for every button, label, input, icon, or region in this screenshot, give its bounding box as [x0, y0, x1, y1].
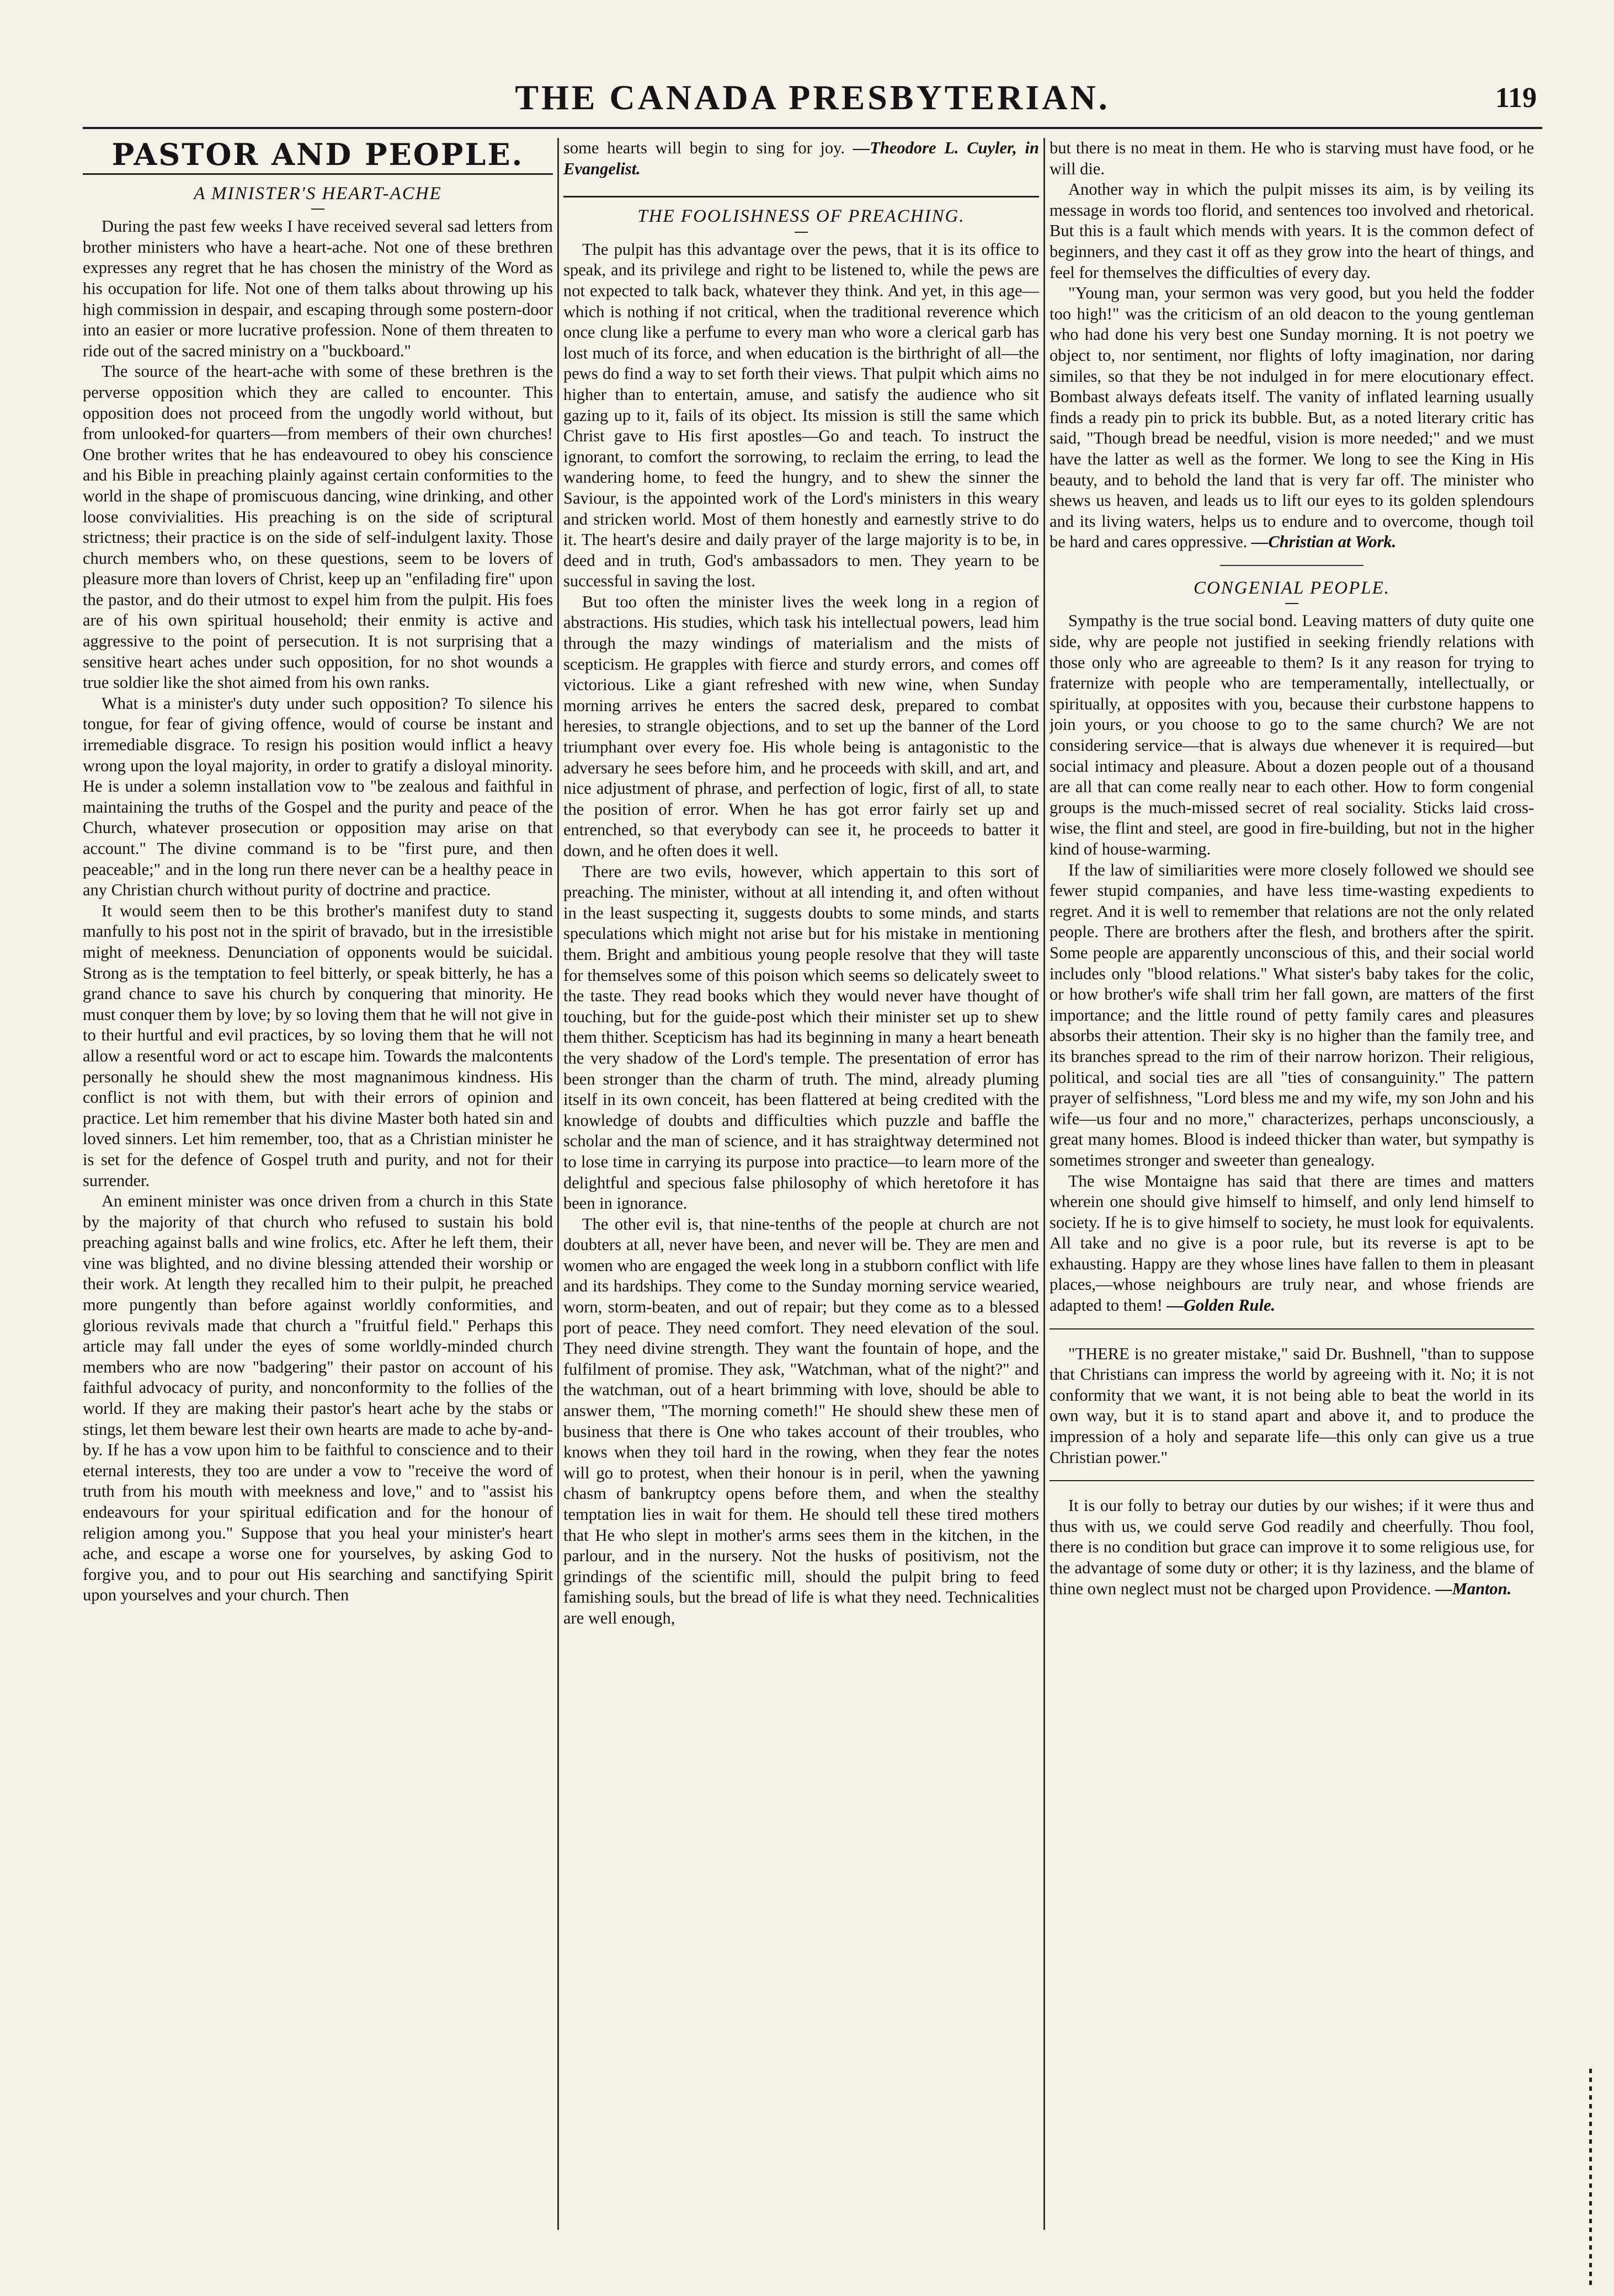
article-credit: —Manton.: [1435, 1579, 1512, 1598]
paragraph: The other evil is, that nine-tenths of the people at church are not doubters at all, never have been, and never will be. They are men and women who are engaged the week long in a stubborn conflict with life and its hardships. They come to the Sunday morning service wearied, worn, storm-beaten, and out of repair; but they come as to a blessed port of peace. They need comfort. They need elevation of the soul. They need divine strength. They want the fountain of hope, and the fulfilment of promise. They ask, "Watchman, what of the night?" and the watchman, out of a heart brimming with love, should be able to answer them, "The morning cometh!" He should shew these men of business that there is One who takes account of their troubles, who knows when they toil hard in the rowing, when they fear the notes will go to protest, when their honour is in peril, when the yawning chasm of bankruptcy opens before them, and when the stealthy temptation lies in wait for them. He should tell these tired mothers that He who slept in mother's arms sees them in the kitchen, in the parlour, and in the nursery. Not the husks of positivism, not the grindings of the scientific mill, should the pulpit bring to feed famishing souls, but the bread of life is what they need. Technicalities are well enough,: [563, 1214, 1039, 1627]
paragraph: The pulpit has this advantage over the pews, that it is its office to speak, and its privilege and right to be listened to, while the pews are not expected to talk back, whatever they think. And yet, in this age—which is nothing if not critical, when the traditional reverence which once clung like a perfume to every man who wore a clerical garb has lost much of its force, and when education is the birthright of all—the pews do find a way to set forth their views. That pulpit which aims no higher than to entertain, amuse, and satisfy the audience who sit gazing up to it, fails of its object. Its mission is still the same which Christ gave to His first apostles—Go and teach. To instruct the ignorant, to comfort the sorrowing, to reclaim the erring, to lead the wandering home, to feed the hungry, and to shew the sinner the Saviour, is the appointed work of the Lord's ministers in this weary and stricken world. Most of them honestly and earnestly strive to do it. The heart's desire and daily prayer of the large majority is to be, in deed and in truth, God's ambassadors to men. They yearn to be successful in saving the lost.: [563, 239, 1039, 591]
article-title: CONGENIAL PEOPLE.: [1193, 578, 1391, 598]
paragraph: [1050, 283, 1534, 553]
article-credit: —Theodore L. Cuyler, in Evangelist.: [563, 138, 1039, 178]
article-rule: [563, 196, 1039, 197]
article-title: THE FOOLISHNESS OF PREACHING.: [637, 206, 965, 227]
paragraph: But too often the minister lives the week long in a region of abstractions. His studies, which task his intellectual powers, lead him through the mazy windings of materialism and the mists of scepticism. He grapples with fierce and sturdy errors, and comes off victorious. Like a giant refreshed with new wine, when Sunday morning arrives he enters the sacred desk, prepared to combat heresies, to strangle objections, and to set up the banner of the Lord triumphant over every foe. His whole being is antagonistic to the adversary he sees before him, and he proceeds with skill, and art, and nice adjustment of phrase, and perfection of logic, first of all, to state the position of error. When he has got error fairly set up and entrenched, so that everybody can see it, he proceeds to batter it down, and he often does it well.: [563, 592, 1039, 860]
page-edge-marks: [1589, 2069, 1592, 2289]
continued-paragraph: [563, 138, 1039, 179]
column-2: [563, 138, 1039, 2235]
paragraph-end: some hearts will begin to sing for joy.: [563, 138, 845, 157]
paragraph: [1050, 1171, 1534, 1316]
article-credit: —Christian at Work.: [1251, 532, 1397, 552]
title-dash: [1285, 603, 1298, 604]
paragraph: [1050, 1496, 1534, 1599]
masthead: [83, 66, 1542, 129]
title-dash: [311, 209, 324, 210]
paragraph-text: It is our folly to betray our duties by our wishes; if it were thus and thus with us, we could serve God readily and cheerfully. Thou fool, there is no condition but grace can improve it to some religious use, for the advantage of some duty or other; it is thy laziness, and the blame of thine own neglect must not be charged upon Providence.: [1050, 1496, 1534, 1598]
quote-paragraph: "THERE is no greater mistake," said Dr. Bushnell, "than to suppose that Christians can impress the world by agreeing with it. No; it is not conformity that we want, it is not being able to beat the world in its own way, but it is to stand apart and above it, and to produce the impression of a holy and separate life—this only can give us a true Christian power.": [1050, 1344, 1534, 1467]
page-number: 119: [1495, 82, 1537, 114]
column-rule: [1043, 138, 1045, 2230]
paragraph: Sympathy is the true social bond. Leaving matters of duty quite one side, why are people not justified in seeking friendly relations with those only who are agreeable to them? Is it any reason for trying to fraternize with people who are temperamentally, intellectually, or spiritually, at opposites with you, because their curbstone happens to join yours, or you choose to go to the same church? We are not considering service—that is always due whenever it is required—but social intimacy and pleasure. About a dozen people out of a thousand are all that can come really near to each other. How to form congenial groups is the much-missed secret of real sociality. Sticks laid cross-wise, the flint and steel, are good in fire-building, but not in the higher kind of house-warming.: [1050, 611, 1534, 858]
paragraph-text: The wise Montaigne has said that there are times and matters wherein one should give himself to himself, and only lend himself to society. If he is to give himself to society, he must look for equivalents. All take and no give is a poor rule, but its reverse is apt to be exhausting. Happy are they whose lines have fallen to them in pleasant places,—whose neighbours are truly near, and whose friends are adapted to them!: [1050, 1171, 1534, 1315]
article-rule: [1050, 1328, 1534, 1329]
paragraph: During the past few weeks I have received several sad letters from brother ministers who have a heart-ache. Not one of these brethren expresses any regret that he has chosen the ministry of the Word as his occupation for life. Not one of them talks about throwing up his high commission in despair, and escaping through some postern-door into an easier or more lucrative profession. None of them threaten to ride out of the sacred ministry on a "buckboard.": [83, 217, 553, 360]
column-3: [1050, 138, 1534, 2235]
article-title: A MINISTER'S HEART-ACHE: [194, 183, 442, 204]
paragraph-text: "Young man, your sermon was very good, but you held the fodder too high!" was the criticism of an old deacon to the young gentleman who had done his very best one Sunday morning. It is not poetry we object to, nor sentiment, nor flights of lofty imagination, nor daring similes, so that they be not indulged in for mere elocutionary effect. Bombast always defeats itself. The vanity of inflated learning usually finds a ready pin to prick its bubble. But, as a noted literary critic has said, "Though bread be needful, vision is more needed;" and we must have the latter as well as the former. We long to see the King in His beauty, and to behold the land that is very far off. The minister who shews us heaven, and leads us to lift our eyes to its golden splendours and its living waters, helps us to endure and to overcome, though toil be hard and cares oppressive.: [1050, 284, 1534, 552]
column-rule: [557, 138, 559, 2230]
article-credit: —Golden Rule.: [1166, 1296, 1276, 1315]
paragraph: An eminent minister was once driven from a church in this State by the majority of that church who refused to sustain his bold preaching against balls and wine frolics, etc. After he left them, their vine was blighted, and no divine blessing attended their worship or their work. At length they recalled him to their pulpit, he preached more pungently than before against worldly conformities, and glorious revivals made that church a "fruitful field." Perhaps this article may fall under the eyes of some worldly-minded church members who are now "badgering" their pastor on account of his faithful advocacy of purity, and nonconformity to the follies of the world. If they are making their pastor's heart ache by the stabs or stings, let them beware lest their own hearts are made to ache by-and-by. If he has a vow upon him to be faithful to conscience and to their eternal interests, they too are under a vow to "receive the word of truth from his mouth with meekness and love," and to "assist his endeavours for your spiritual edification and for the honour of religion among you." Suppose that you heal your minister's heart ache, and escape a worse one for yourselves, by asking God to forgive you, and to pour out His searching and sanctifying Spirit upon yourselves and your church. Then: [83, 1192, 553, 1605]
paragraph: It would seem then to be this brother's manifest duty to stand manfully to his post not in the spirit of bravado, but in the irresistible might of meekness. Denunciation of opponents would be suicidal. Strong as is the temptation to feel bitterly, or speak bitterly, he has a grand chance to save his church by conquering that minority. He must conquer them by love; by so loving them that he will not give in to their hurtful and evil practices, by so loving them that he will not allow a resentful word or act to escape him. Towards the malcontents personally he should shew the most magnanimous kindness. His conflict is not with them, but with their errors of opinion and practice. Let him remember that his divine Master both hated sin and loved sinners. Let him remember, too, that as a Christian minister he is set for the defence of Gospel truth and purity, and not for their surrender.: [83, 901, 553, 1190]
paragraph: If the law of similiarities were more closely followed we should see fewer stupid companies, and have less time-wasting expedients to regret. And it is well to remember that relations are not the only related people. There are brothers after the flesh, and brothers after the spirit. Some people are apparently unconscious of this, and their social world includes only "blood relations." What sister's baby takes for the colic, or how brother's wife shall trim her fall gown, are matters of the first importance; and the little round of petty family cares and pleasures absorbs their attention. Their sky is no higher than the family tree, and its branches spread to the rim of their narrow horizon. Their religious, political, and social ties are all "ties of consanguinity." The pattern prayer of selfishness, "Lord bless me and my wife, my son John and his wife—us four and no more," characterizes, perhaps unconsciously, a great many homes. Blood is indeed thicker than water, but sympathy is sometimes stronger and sweeter than genealogy.: [1050, 860, 1534, 1170]
column-1: [83, 138, 553, 2235]
section-heading: PASTOR AND PEOPLE.: [111, 138, 524, 172]
paragraph: The source of the heart-ache with some of these brethren is the perverse opposition which they are called to encounter. This opposition does not proceed from the ungodly world without, but from unlooked-for quarters—from members of their own churches! One brother writes that he has endeavoured to obey his conscience and his Bible in preaching plainly against certain conformities to the world in the shape of promiscuous dancing, wine drinking, and other loose convivialities. His preaching is on the side of scriptural strictness; their practice is on the side of self-indulgent laxity. Those church members who, on these questions, seem to be lovers of pleasure more than lovers of Christ, keep up an "enfilading fire" upon the pastor, and do their utmost to expel him from the pulpit. His foes are of his own spiritual household; their enmity is active and aggressive to the point of persecution. It is not surprising that a sensitive heart aches under such opposition, for no shot wounds a true soldier like the shot aimed from his own ranks.: [83, 362, 553, 692]
paragraph: Another way in which the pulpit misses its aim, is by veiling its message in words too florid, and sentences too involved and rhetorical. But this is a fault which mends with years. It is the common defect of beginners, and they cast it off as they grow into the heart of things, and feel for themselves the difficulties of every day.: [1050, 180, 1534, 282]
section-rule: [83, 173, 553, 175]
paragraph: What is a minister's duty under such opposition? To silence his tongue, for fear of giving offence, would of course be instant and irremediable disgrace. To resign his position would inflict a heavy wrong upon the loyal majority, in order to gratify a disloyal minority. He is under a solemn installation vow to "be zealous and faithful in maintaining the truths of the Gospel and the purity and peace of the Church, whatever prosecution or opposition may arise on that account." The divine command is to be "first pure, and then peaceable;" and in the long run there never can be a healthy peace in any Christian church without purity of doctrine and practice.: [83, 693, 553, 900]
paragraph: but there is no meat in them. He who is starving must have food, or he will die.: [1050, 138, 1534, 178]
newspaper-title: THE CANADA PRESBYTERIAN.: [515, 78, 1110, 117]
paragraph: There are two evils, however, which appertain to this sort of preaching. The minister, without at all intending it, and often without in the least suspecting it, suggests doubts to some minds, and starts speculations which might not arise but for his mistake in mentioning them. Bright and ambitious young people resolve that they will taste for themselves some of this poison which seems so delicately sweet to the taste. They read books which they would never have thought of touching, but for the guide-post which their minister set up to shew them thither. Scepticism has had its beginning in many a heart beneath the very shadow of the Lord's temple. The presentation of error has been stronger than the charm of truth. The mind, already pluming itself in its own conceit, has been flattered at being credited with the knowledge of doubts and difficulties which puzzle and baffle the scholar and the man of science, and it has straightway determined not to lose time in carrying its purpose into practice—to learn more of the delightful and specious false philosophy of which heretofore it has been in ignorance.: [563, 862, 1039, 1213]
article-rule: [1220, 565, 1363, 566]
article-rule: [1050, 1480, 1534, 1481]
title-dash: [795, 232, 808, 233]
